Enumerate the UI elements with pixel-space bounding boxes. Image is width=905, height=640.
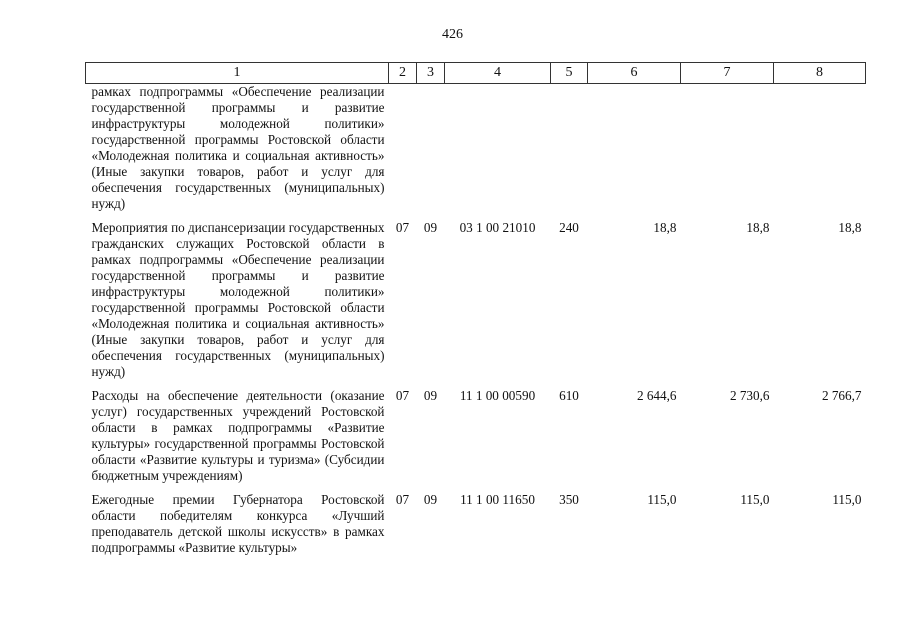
row-value-col8: 115,0 — [832, 492, 862, 507]
column-header: 5 — [551, 63, 588, 84]
row-subsection-code: 09 — [423, 492, 438, 507]
column-header: 1 — [86, 63, 389, 84]
row-expense-type-code: 610 — [559, 388, 579, 403]
row-value-col7: 18,8 — [746, 220, 770, 235]
row-subsection-code — [417, 84, 445, 221]
row-value-col7: 115,0 — [740, 492, 770, 507]
column-header: 4 — [445, 63, 551, 84]
row-section-code: 07 — [395, 492, 410, 507]
table-row — [86, 84, 866, 221]
row-expense-type-code — [551, 84, 588, 221]
table-row — [86, 220, 866, 388]
row-value-col8 — [774, 84, 866, 221]
row-target-article-code: 11 1 00 00590 — [459, 388, 536, 403]
column-header: 8 — [774, 63, 866, 84]
row-value-col8: 18,8 — [838, 220, 862, 235]
row-value-col6: 115,0 — [647, 492, 677, 507]
column-header: 6 — [588, 63, 681, 84]
row-description: Мероприятия по диспансеризации государственных гражданских служащих Ростовской области в рамках подпрограммы «Обеспечение реализации государственной программы и развитие инфраструктуры молодежной политики» государственной программы Ростовской области «Молодежная политика и социальная активность» (Иные закупки товаров, работ и услуг для обеспечения государственных (муниципальных) нужд) — [91, 220, 385, 379]
table-row — [86, 492, 866, 556]
row-section-code: 07 — [395, 220, 410, 235]
row-section-code: 07 — [395, 388, 410, 403]
row-target-article-code: 11 1 00 11650 — [460, 492, 535, 507]
row-value-col8: 2 766,7 — [821, 388, 862, 403]
row-description: рамках подпрограммы «Обеспечение реализации государственной программы и развитие инфраструктуры молодежной политики» государственной программы Ростовской области «Молодежная политика и социальная активность» (Иные закупки товаров, работ и услуг для обеспечения государственных (муниципальных) нужд) — [91, 84, 385, 211]
column-header: 3 — [417, 63, 445, 84]
row-value-col6 — [588, 84, 681, 221]
row-value-col6: 2 644,6 — [636, 388, 677, 403]
page-number: 426 — [442, 27, 463, 42]
row-description: Ежегодные премии Губернатора Ростовской области победителям конкурса «Лучший преподаватель детской школы искусств» в рамках подпрограммы «Развитие культуры» — [91, 492, 385, 555]
table-header-row — [86, 63, 866, 84]
budget-table — [85, 62, 866, 556]
row-target-article-code: 03 1 00 21010 — [459, 220, 536, 235]
column-header: 2 — [389, 63, 417, 84]
row-section-code — [389, 84, 417, 221]
row-target-article-code — [445, 84, 551, 221]
row-subsection-code: 09 — [423, 220, 438, 235]
row-value-col6: 18,8 — [653, 220, 677, 235]
column-header: 7 — [681, 63, 774, 84]
row-expense-type-code: 350 — [559, 492, 579, 507]
table-row — [86, 388, 866, 492]
row-value-col7 — [681, 84, 774, 221]
row-description: Расходы на обеспечение деятельности (оказание услуг) государственных учреждений Ростовской области в рамках подпрограммы «Развитие культуры» государственной программы Ростовской области «Развитие культуры и туризма» (Субсидии бюджетным учреждениям) — [91, 388, 385, 483]
row-expense-type-code: 240 — [559, 220, 579, 235]
row-subsection-code: 09 — [423, 388, 438, 403]
row-value-col7: 2 730,6 — [729, 388, 770, 403]
